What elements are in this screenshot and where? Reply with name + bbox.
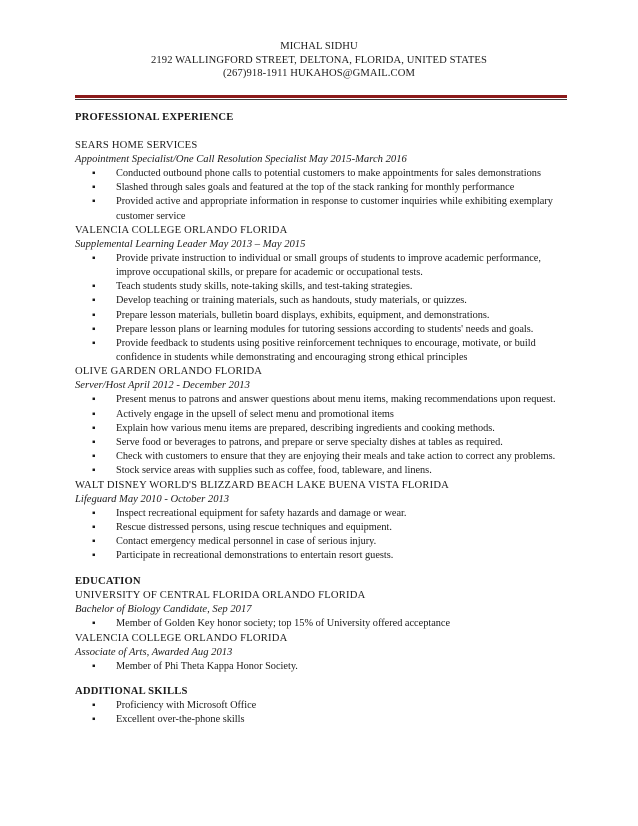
job-duty: ▪ Actively engage in the upsell of select menu and promotional items [75,408,567,422]
education-notes [75,660,567,674]
skills-list [75,699,567,727]
education-degree: Bachelor of Biology Candidate, Sep 2017 [75,604,252,616]
candidate-name: MICHAL SIDHU [280,41,358,52]
education-notes [75,617,567,631]
education-school: UNIVERSITY OF CENTRAL FLORIDA ORLANDO FLORIDA [75,590,366,602]
job-entry [75,139,567,224]
job-duty: ▪ Prepare lesson plans or learning modules for tutoring sessions according to students' needs and goals. [75,323,567,337]
job-duty: ▪ Present menus to patrons and answer questions about menu items, making recommendations upon request. [75,393,567,407]
job-duty: ▪ Teach students study skills, note-taking skills, and test-taking strategies. [75,280,567,294]
education-entry [75,589,567,631]
job-duty: ▪ Explain how various menu items are prepared, describing ingredients and cooking methods. [75,422,567,436]
job-role: Lifeguard May 2010 - October 2013 [75,493,230,505]
job-duty: ▪ Provide private instruction to individual or small groups of students to improve academic performance, improve occupational skills, or prepare for academic or occupational tests. [75,252,567,280]
job-duty: ▪ Prepare lesson materials, bulletin board displays, exhibits, equipment, and demonstrations. [75,309,567,323]
job-duties [75,393,567,478]
job-employer: WALT DISNEY WORLD'S BLIZZARD BEACH LAKE BUENA VISTA FLORIDA [75,479,450,491]
job-duty: ▪ Provide feedback to students using positive reinforcement techniques to encourage, motivate, or build confidence in students while demonstrating and encouraging strong ethical principles [75,337,567,365]
education-degree: Associate of Arts, Awarded Aug 2013 [75,646,233,658]
job-duty: ▪ Rescue distressed persons, using rescue techniques and equipment. [75,521,567,535]
job-duty: ▪ Serve food or beverages to patrons, and prepare or serve specialty dishes at tables as required. [75,436,567,450]
job-role: Supplemental Learning Leader May 2013 – May 2015 [75,238,306,250]
education-entry [75,632,567,674]
candidate-contact: (267)918-1911 HUKAHOS@GMAIL.COM [223,68,415,79]
job-entry [75,224,567,366]
skill-item: ▪ Excellent over-the-phone skills [75,713,567,727]
job-employer: VALENCIA COLLEGE ORLANDO FLORIDA [75,224,288,236]
experience-heading: PROFESSIONAL EXPERIENCE [75,112,234,123]
education-note: ▪ Member of Phi Theta Kappa Honor Society. [75,660,567,674]
header-divider-thin [75,99,567,100]
skill-item: ▪ Proficiency with Microsoft Office [75,699,567,713]
education-heading: EDUCATION [75,576,141,588]
resume-header [0,40,638,81]
job-duty: ▪ Stock service areas with supplies such as coffee, food, tableware, and linens. [75,464,567,478]
job-duty: ▪ Provided active and appropriate information in response to customer inquiries while exhibiting exemplary customer service [75,195,567,223]
job-entry [75,365,567,478]
education-school: VALENCIA COLLEGE ORLANDO FLORIDA [75,632,288,644]
job-duty: ▪ Develop teaching or training materials, such as handouts, study materials, or quizzes. [75,294,567,308]
job-role: Server/Host April 2012 - December 2013 [75,380,250,392]
job-employer: SEARS HOME SERVICES [75,140,198,151]
job-duty: ▪ Check with customers to ensure that they are enjoying their meals and take action to correct any problems. [75,450,567,464]
job-duty: ▪ Slashed through sales goals and featured at the top of the stack ranking for monthly performance [75,181,567,195]
job-duties [75,167,567,224]
job-duty: ▪ Conducted outbound phone calls to potential customers to make appointments for sales demonstrations [75,167,567,181]
resume-body [75,111,567,727]
skills-heading: ADDITIONAL SKILLS [75,685,188,697]
education-note: ▪ Member of Golden Key honor society; top 15% of University offered acceptance [75,617,567,631]
header-divider-thick [75,95,567,98]
job-duty: ▪ Inspect recreational equipment for safety hazards and damage or wear. [75,507,567,521]
job-duty: ▪ Contact emergency medical personnel in case of serious injury. [75,535,567,549]
job-entry [75,479,567,564]
candidate-address: 2192 WALLINGFORD STREET, DELTONA, FLORIDA, UNITED STATES [151,54,487,66]
job-role: Appointment Specialist/One Call Resolution Specialist May 2015-March 2016 [75,154,407,165]
job-employer: OLIVE GARDEN ORLANDO FLORIDA [75,366,263,378]
job-duties [75,252,567,366]
job-duties [75,507,567,564]
job-duty: ▪ Participate in recreational demonstrations to entertain resort guests. [75,549,567,563]
